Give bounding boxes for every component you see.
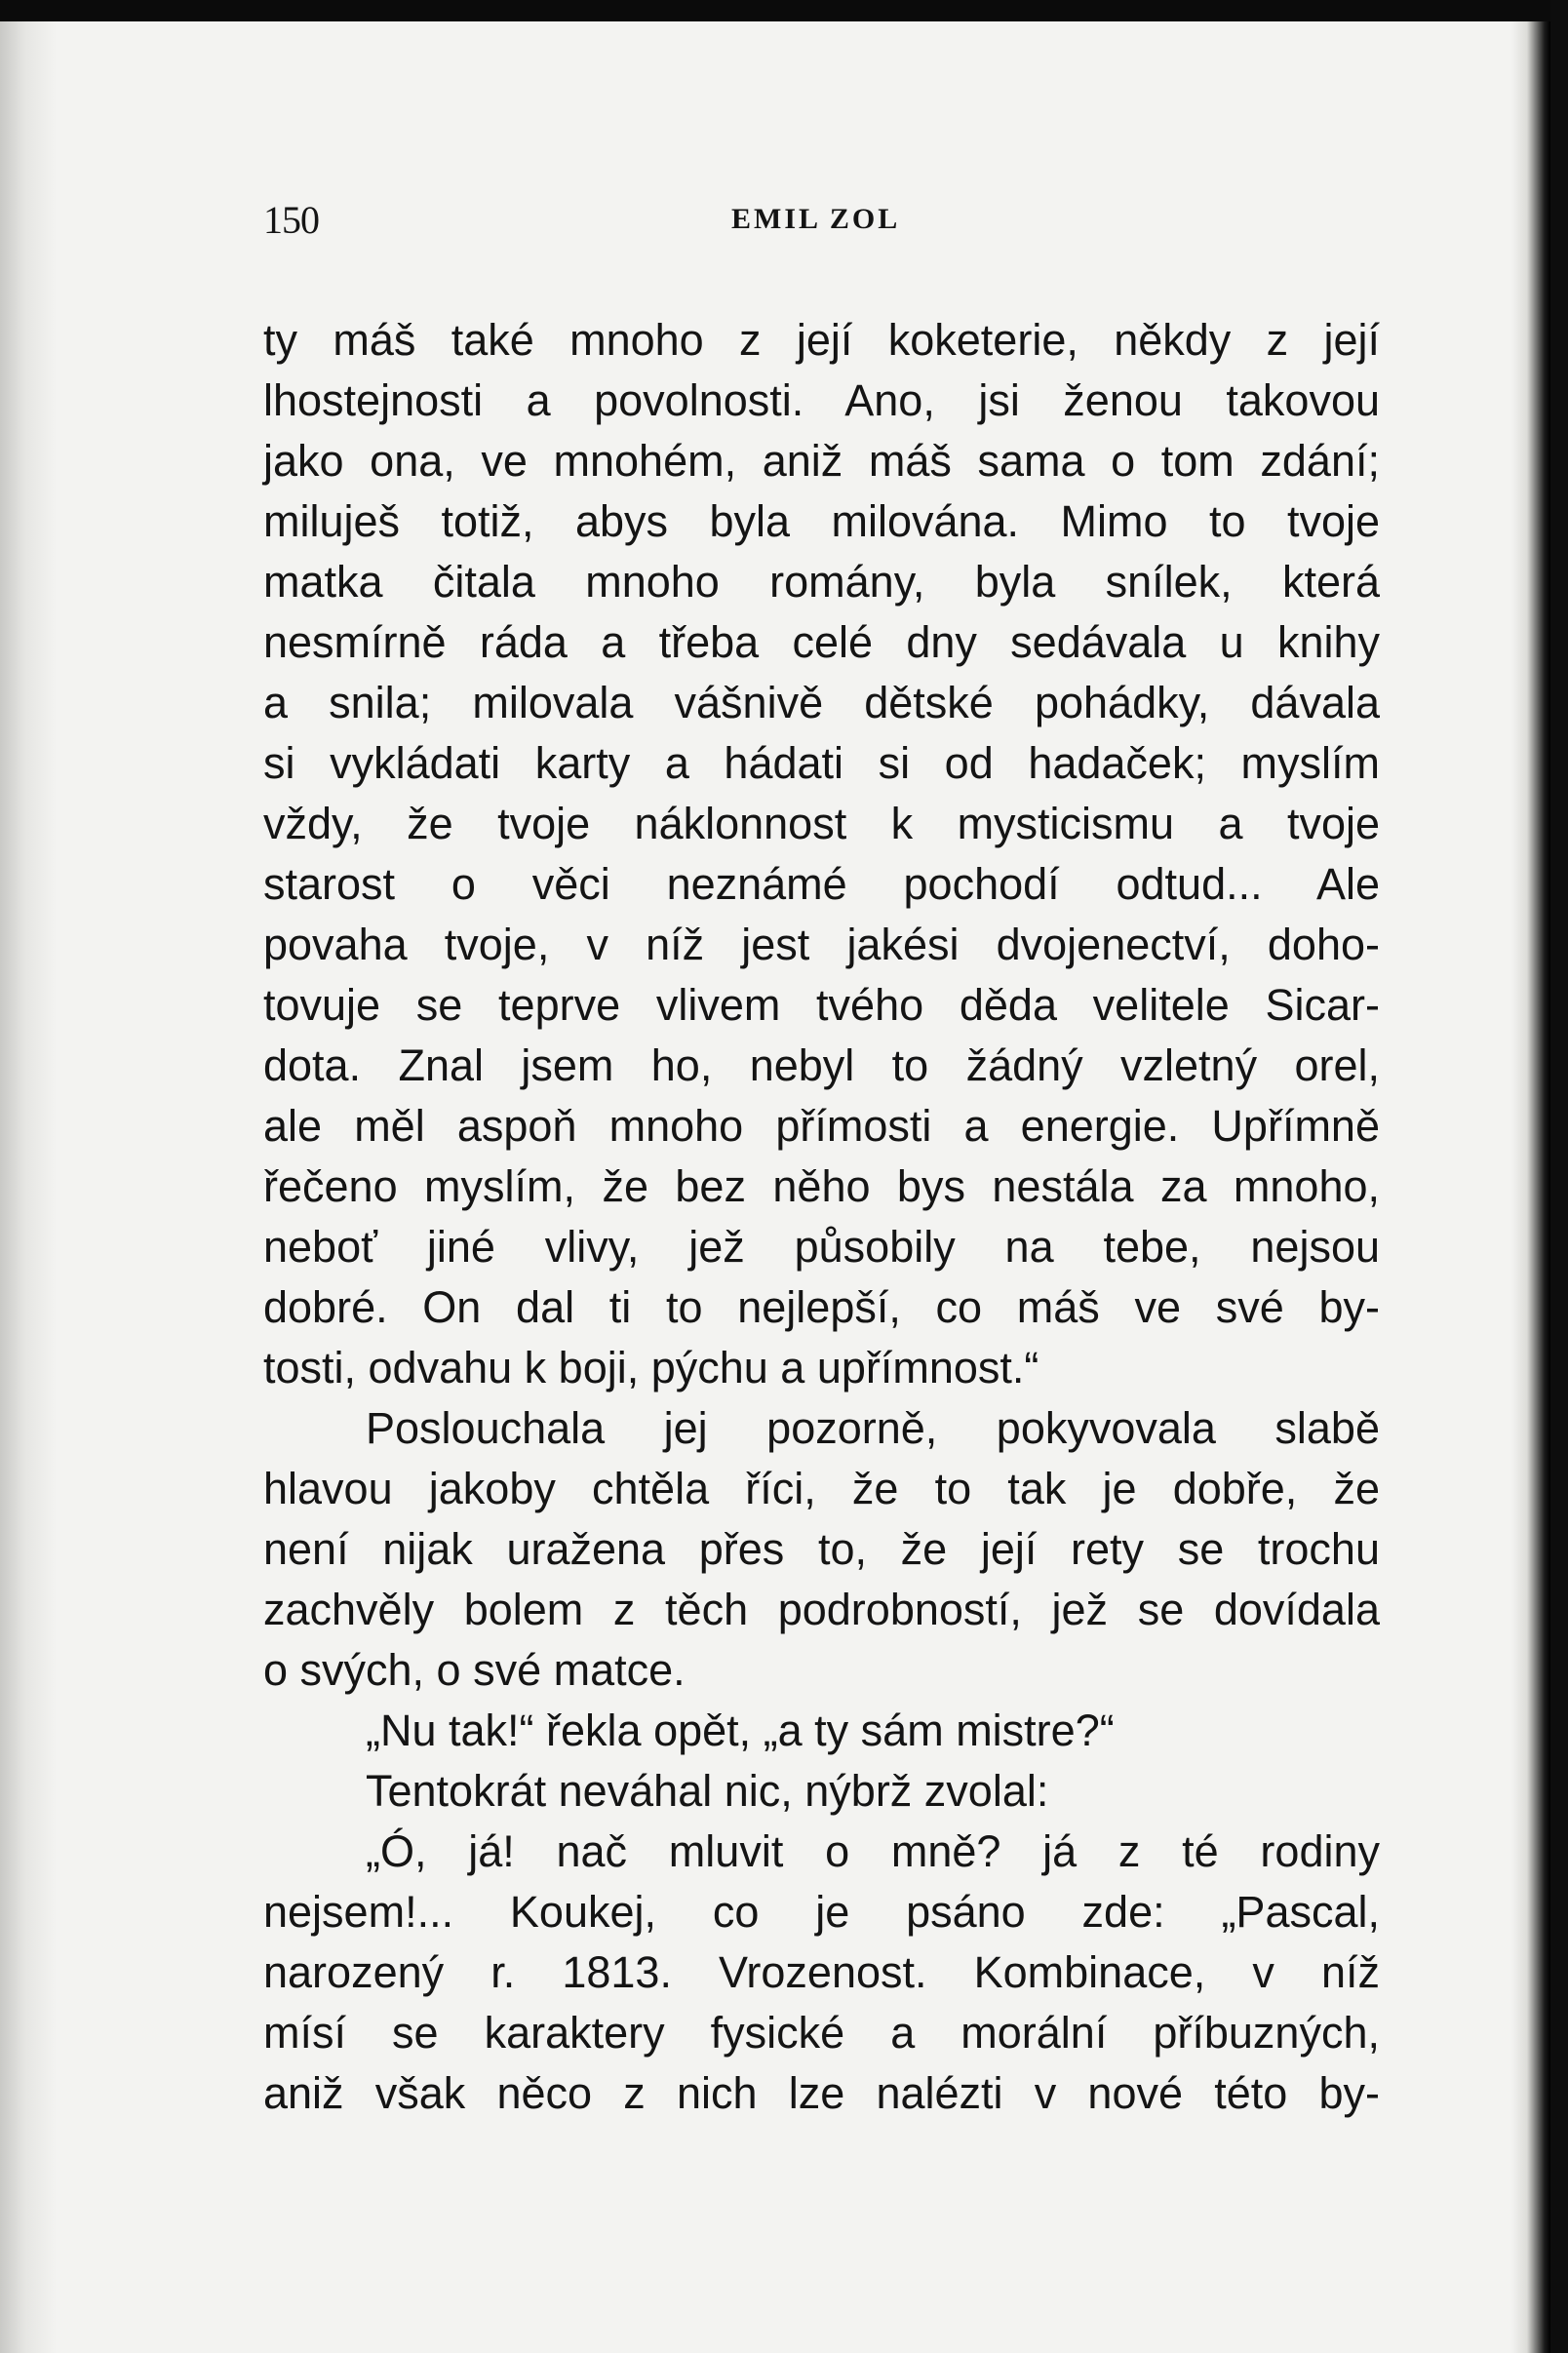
text-line: povaha tvoje, v níž jest jakési dvojenectví, doho- <box>263 920 1380 969</box>
page-gutter <box>0 21 57 2353</box>
text-line: a snila; milovala vášnivě dětské pohádky, dávala <box>263 678 1380 727</box>
text-line: řečeno myslím, že bez něho bys nestála za mnoho, <box>263 1161 1380 1211</box>
text-line: tosti, odvahu k boji, pýchu a upřímnost.“ <box>263 1343 1039 1392</box>
text-line: nesmírně ráda a třeba celé dny sedávala u knihy <box>263 617 1380 667</box>
body-text <box>263 310 1380 2124</box>
text-line: „Ó, já! nač mluvit o mně? já z té rodiny <box>366 1826 1380 1876</box>
text-line: narozený r. 1813. Vrozenost. Kombinace, v níž <box>263 1947 1380 1997</box>
text-line: Tentokrát neváhal nic, nýbrž zvolal: <box>366 1766 1049 1816</box>
page-header <box>263 197 1385 255</box>
text-line: ty máš také mnoho z její koketerie, někdy z její <box>263 315 1380 365</box>
text-line: Poslouchala jej pozorně, pokyvovala slabě <box>366 1403 1380 1453</box>
text-line: jako ona, ve mnohém, aniž máš sama o tom zdání; <box>263 436 1380 486</box>
text-line: není nijak uražena přes to, že její rety se trochu <box>263 1524 1380 1574</box>
text-line: lhostejnosti a povolnosti. Ano, jsi ženou takovou <box>263 375 1380 425</box>
text-line: dobré. On dal ti to nejlepší, co máš ve své by- <box>263 1282 1380 1332</box>
text-line: miluješ totiž, abys byla milována. Mimo to tvoje <box>263 496 1380 546</box>
text-line: hlavou jakoby chtěla říci, že to tak je dobře, že <box>263 1464 1380 1513</box>
page-number: 150 <box>263 198 319 242</box>
text-line: zachvěly bolem z těch podrobností, jež se dovídala <box>263 1585 1380 1634</box>
text-line: dota. Znal jsem ho, nebyl to žádný vzletný orel, <box>263 1040 1380 1090</box>
text-line: tovuje se teprve vlivem tvého děda velitele Sicar- <box>263 980 1380 1030</box>
text-line: starost o věci neznámé pochodí odtud... Ale <box>263 859 1380 909</box>
text-line: o svých, o své matce. <box>263 1645 686 1695</box>
text-line: si vykládati karty a hádati si od hadaček; myslím <box>263 738 1380 788</box>
text-line: ale měl aspoň mnoho přímosti a energie. Upřímně <box>263 1101 1380 1151</box>
text-line: „Nu tak!“ řekla opět, „a ty sám mistre?“ <box>366 1706 1115 1755</box>
text-line: vždy, že tvoje náklonnost k mysticismu a tvoje <box>263 799 1380 848</box>
running-head: EMIL ZOL <box>731 203 901 235</box>
text-line: mísí se karaktery fysické a morální příbuzných, <box>263 2008 1380 2058</box>
text-line: aniž však něco z nich lze nalézti v nové této by- <box>263 2068 1380 2118</box>
text-line: neboť jiné vlivy, jež působily na tebe, nejsou <box>263 1222 1380 1272</box>
text-line: nejsem!... Koukej, co je psáno zde: „Pascal, <box>263 1887 1380 1937</box>
text-line: matka čitala mnoho romány, byla snílek, která <box>263 557 1380 607</box>
page-edge <box>1511 21 1550 2353</box>
